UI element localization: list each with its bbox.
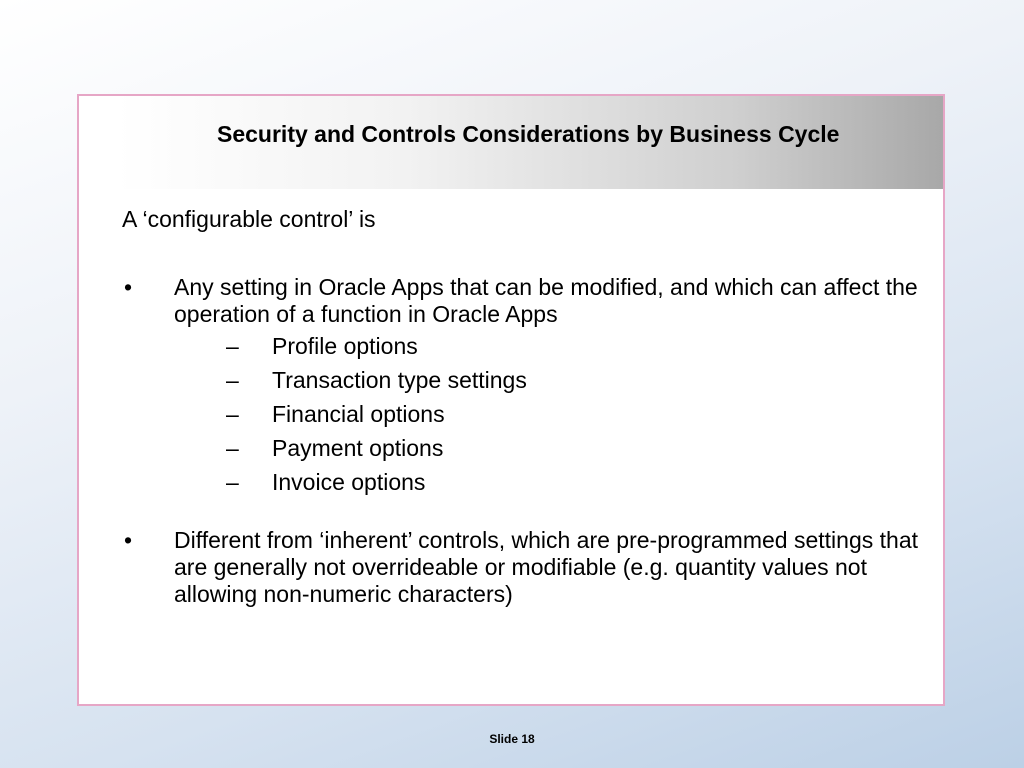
slide-frame — [77, 94, 945, 706]
dash-marker: – — [226, 333, 239, 359]
sub-item-text: Transaction type settings — [272, 367, 527, 393]
sub-item-text: Payment options — [272, 435, 444, 461]
bullet-text: Any setting in Oracle Apps that can be modified, and which can affect the operation of a function in Oracle Apps — [174, 274, 918, 327]
sub-list-item — [174, 333, 922, 367]
sub-list — [174, 333, 922, 503]
bullet-marker: • — [124, 527, 133, 553]
sub-list-item — [174, 367, 922, 401]
intro-text: A ‘configurable control’ is — [122, 206, 376, 232]
slide-title: Security and Controls Considerations by Business Cycle — [217, 121, 840, 147]
sub-list-item — [174, 469, 922, 503]
sub-list-item — [174, 435, 922, 469]
sub-item-text: Profile options — [272, 333, 418, 359]
bullet-item — [122, 274, 922, 503]
dash-marker: – — [226, 469, 239, 495]
dash-marker: – — [226, 435, 239, 461]
bullet-item — [122, 527, 922, 608]
dash-marker: – — [226, 401, 239, 427]
bullet-marker: • — [124, 274, 133, 300]
sub-list-item — [174, 401, 922, 435]
sub-item-text: Financial options — [272, 401, 445, 427]
sub-item-text: Invoice options — [272, 469, 426, 495]
bullet-text: Different from ‘inherent’ controls, which are pre-programmed settings that are generally not overrideable or modifiable (e.g. quantity values not allowing non-numeric characters) — [174, 527, 918, 607]
slide-content — [122, 206, 922, 608]
dash-marker: – — [226, 367, 239, 393]
slide-number: Slide 18 — [489, 732, 535, 746]
